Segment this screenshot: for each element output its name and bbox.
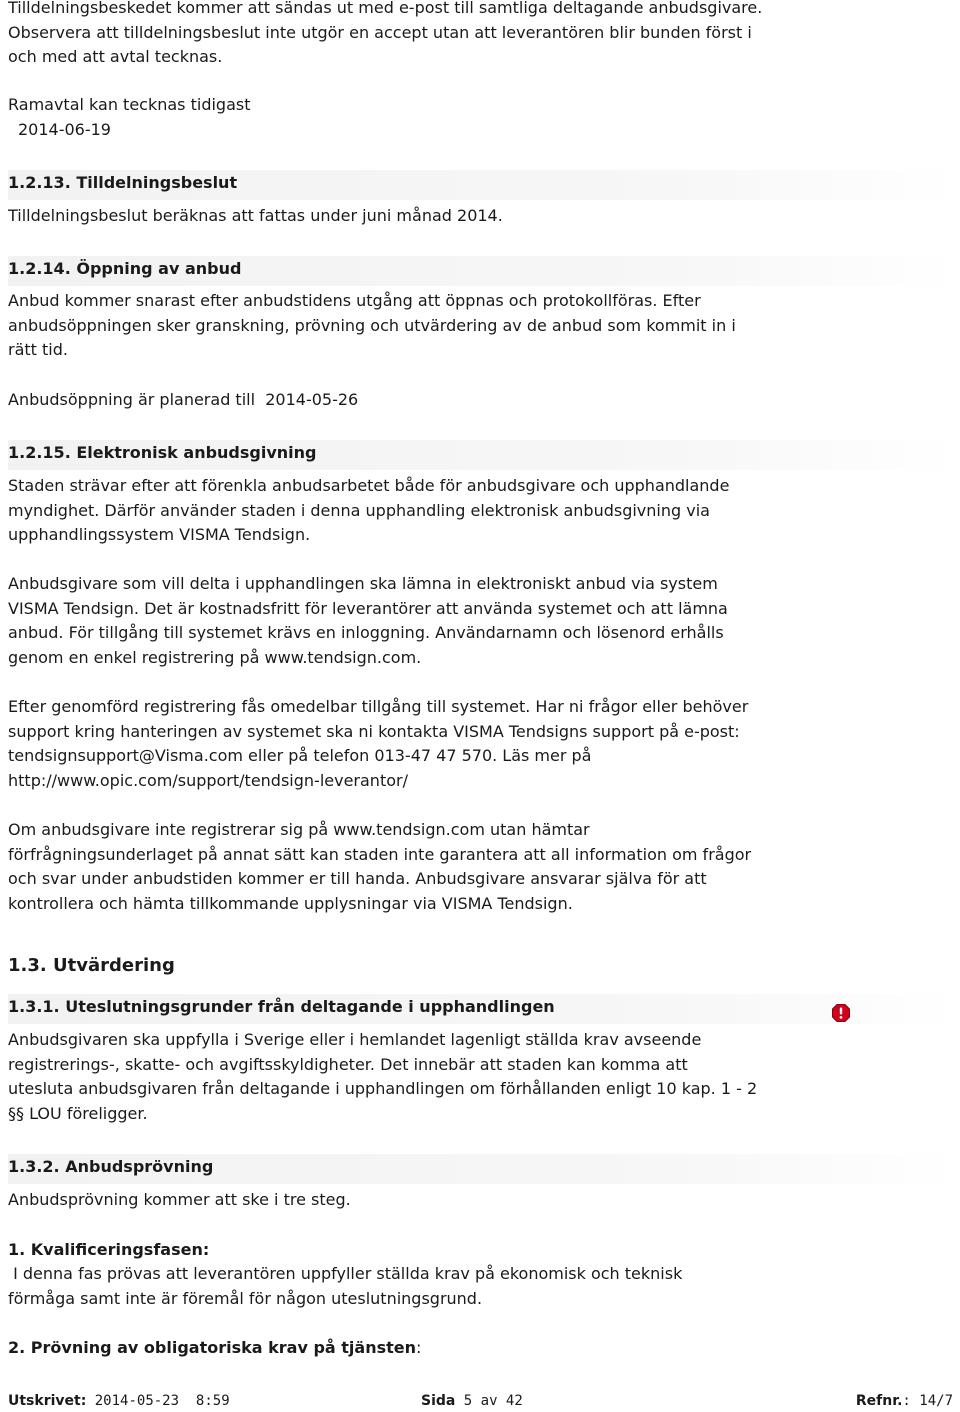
text-line: förmåga samt inte är föremål för någon uteslutningsgrund. [8,1288,483,1308]
text-line: utesluta anbudsgivaren från deltagande i upphandlingen om förhållanden enligt 10 kap. 1 - 2 [8,1079,758,1099]
text-line: Anbudsgivare som vill delta i upphandlingen ska lämna in elektroniskt anbud via system [8,574,718,593]
text-line: och svar under anbudstiden kommer er till handa. Anbudsgivare ansvarar själva för att [8,869,707,889]
text-line: Anbudsgivaren ska uppfylla i Sverige eller i hemlandet lagenligt ställda krav avseende [8,1030,702,1049]
text-line: support kring hanteringen av systemet ska ni kontakta VISMA Tendsigns support på e-post: [8,721,740,741]
text-line: registrerings-, skatte- och avgiftsskyldigheter. Det innebär att staden kan komma att [8,1054,688,1074]
section-paragraph [8,1028,953,1126]
ramavtal-label: Ramavtal kan tecknas tidigast [8,95,251,114]
text-line: Om anbudsgivare inte registrerar sig på www.tendsign.com utan hämtar [8,820,590,839]
section-title: Uteslutningsgrunder från deltagande i upphandlingen [65,997,555,1016]
text-line: tendsignsupport@Visma.com eller på telefon 013-47 47 570. Läs mer på [8,746,592,766]
section-title: Elektronisk anbudsgivning [76,443,317,462]
section-paragraph [8,572,953,670]
planned-date: 2014-05-26 [265,390,359,409]
text-line: §§ LOU föreligger. [8,1103,148,1123]
text-line: och med att avtal tecknas. [8,47,223,67]
step-1-title: 1. Kvalificeringsfasen: [8,1240,210,1259]
reference-number: Refnr.: 14/7 [855,1393,953,1409]
section-heading-1-2-13 [8,173,953,192]
text-line: Efter genomförd registrering fås omedelbar tillgång till systemet. Har ni frågor eller behöver [8,697,749,716]
section-number: 1.2.13. [8,173,71,192]
section-title: Anbudsprövning [65,1157,214,1176]
ramavtal-block [8,93,953,142]
text-line: förfrågningsunderlaget på annat sätt kan staden inte garantera att all information om frågor [8,844,752,864]
section-heading-1-3-1 [8,997,953,1016]
section-number: 1.2.15. [8,443,71,462]
text-line: kontrollera och hämta tillkommande upplysningar via VISMA Tendsign. [8,893,573,913]
section-text: Tilldelningsbeslut beräknas att fattas under juni månad 2014. [8,206,503,225]
text-line: I denna fas prövas att leverantören uppfyller ställda krav på ekonomisk och teknisk [8,1264,683,1283]
section-number: 1.3.1. [8,997,60,1016]
section-paragraph [8,289,953,363]
section-number: 1.2.14. [8,259,71,278]
text-line: rätt tid. [8,340,68,360]
section-number: 1.3. [8,955,47,976]
text-line: Staden strävar efter att förenkla anbudsarbetet både för anbudsgivare och upphandlande [8,476,730,495]
section-text: Anbudsprövning kommer att ske i tre steg. [8,1190,351,1209]
text-line: anbud. För tillgång till systemet krävs en inloggning. Användarnamn och lösenord erhålls [8,623,724,643]
step-2-suffix: : [416,1338,422,1357]
section-heading-1-2-15 [8,443,953,462]
section-paragraph [8,1262,953,1311]
section-paragraph [8,695,953,793]
intro-paragraph [8,0,953,70]
section-heading-1-3 [8,955,953,976]
text-line: Tilldelningsbeskedet kommer att sändas ut med e-post till samtliga deltagande anbudsgivare. [8,0,763,17]
section-heading-1-2-14 [8,259,953,278]
text-line: myndighet. Därför använder staden i denna upphandling elektronisk anbudsgivning via [8,500,710,520]
text-line: upphandlingssystem VISMA Tendsign. [8,525,311,545]
text-line: VISMA Tendsign. Det är kostnadsfritt för leverantörer att använda systemet och att lämna [8,598,728,618]
warning-icon [832,1004,850,1022]
text-line: genom en enkel registrering på www.tendsign.com. [8,647,422,667]
text-line: Anbud kommer snarast efter anbudstidens utgång att öppnas och protokollföras. Efter [8,291,701,310]
ramavtal-date: 2014-06-19 [18,119,111,139]
section-paragraph [8,474,953,548]
section-heading-1-3-2 [8,1157,953,1176]
text-line: anbudsöppningen sker granskning, prövning och utvärdering av de anbud som kommit in i [8,315,736,335]
planned-label: Anbudsöppning är planerad till [8,390,256,409]
section-paragraph [8,818,953,916]
section-title: Öppning av anbud [76,259,242,278]
step-2-title: 2. Prövning av obligatoriska krav på tjänsten [8,1338,416,1357]
section-title: Utvärdering [53,955,175,976]
text-line: http://www.opic.com/support/tendsign-leverantor/ [8,770,408,790]
section-number: 1.3.2. [8,1157,60,1176]
printed-info: Utskrivet: 2014-05-23 8:59 [8,1393,230,1409]
planned-opening [8,388,953,413]
section-title: Tilldelningsbeslut [76,173,238,192]
page-number: Sida 5 av 42 [421,1393,523,1409]
text-line: Observera att tilldelningsbeslut inte utgör en accept utan att leverantören blir bunden först i [8,22,752,42]
